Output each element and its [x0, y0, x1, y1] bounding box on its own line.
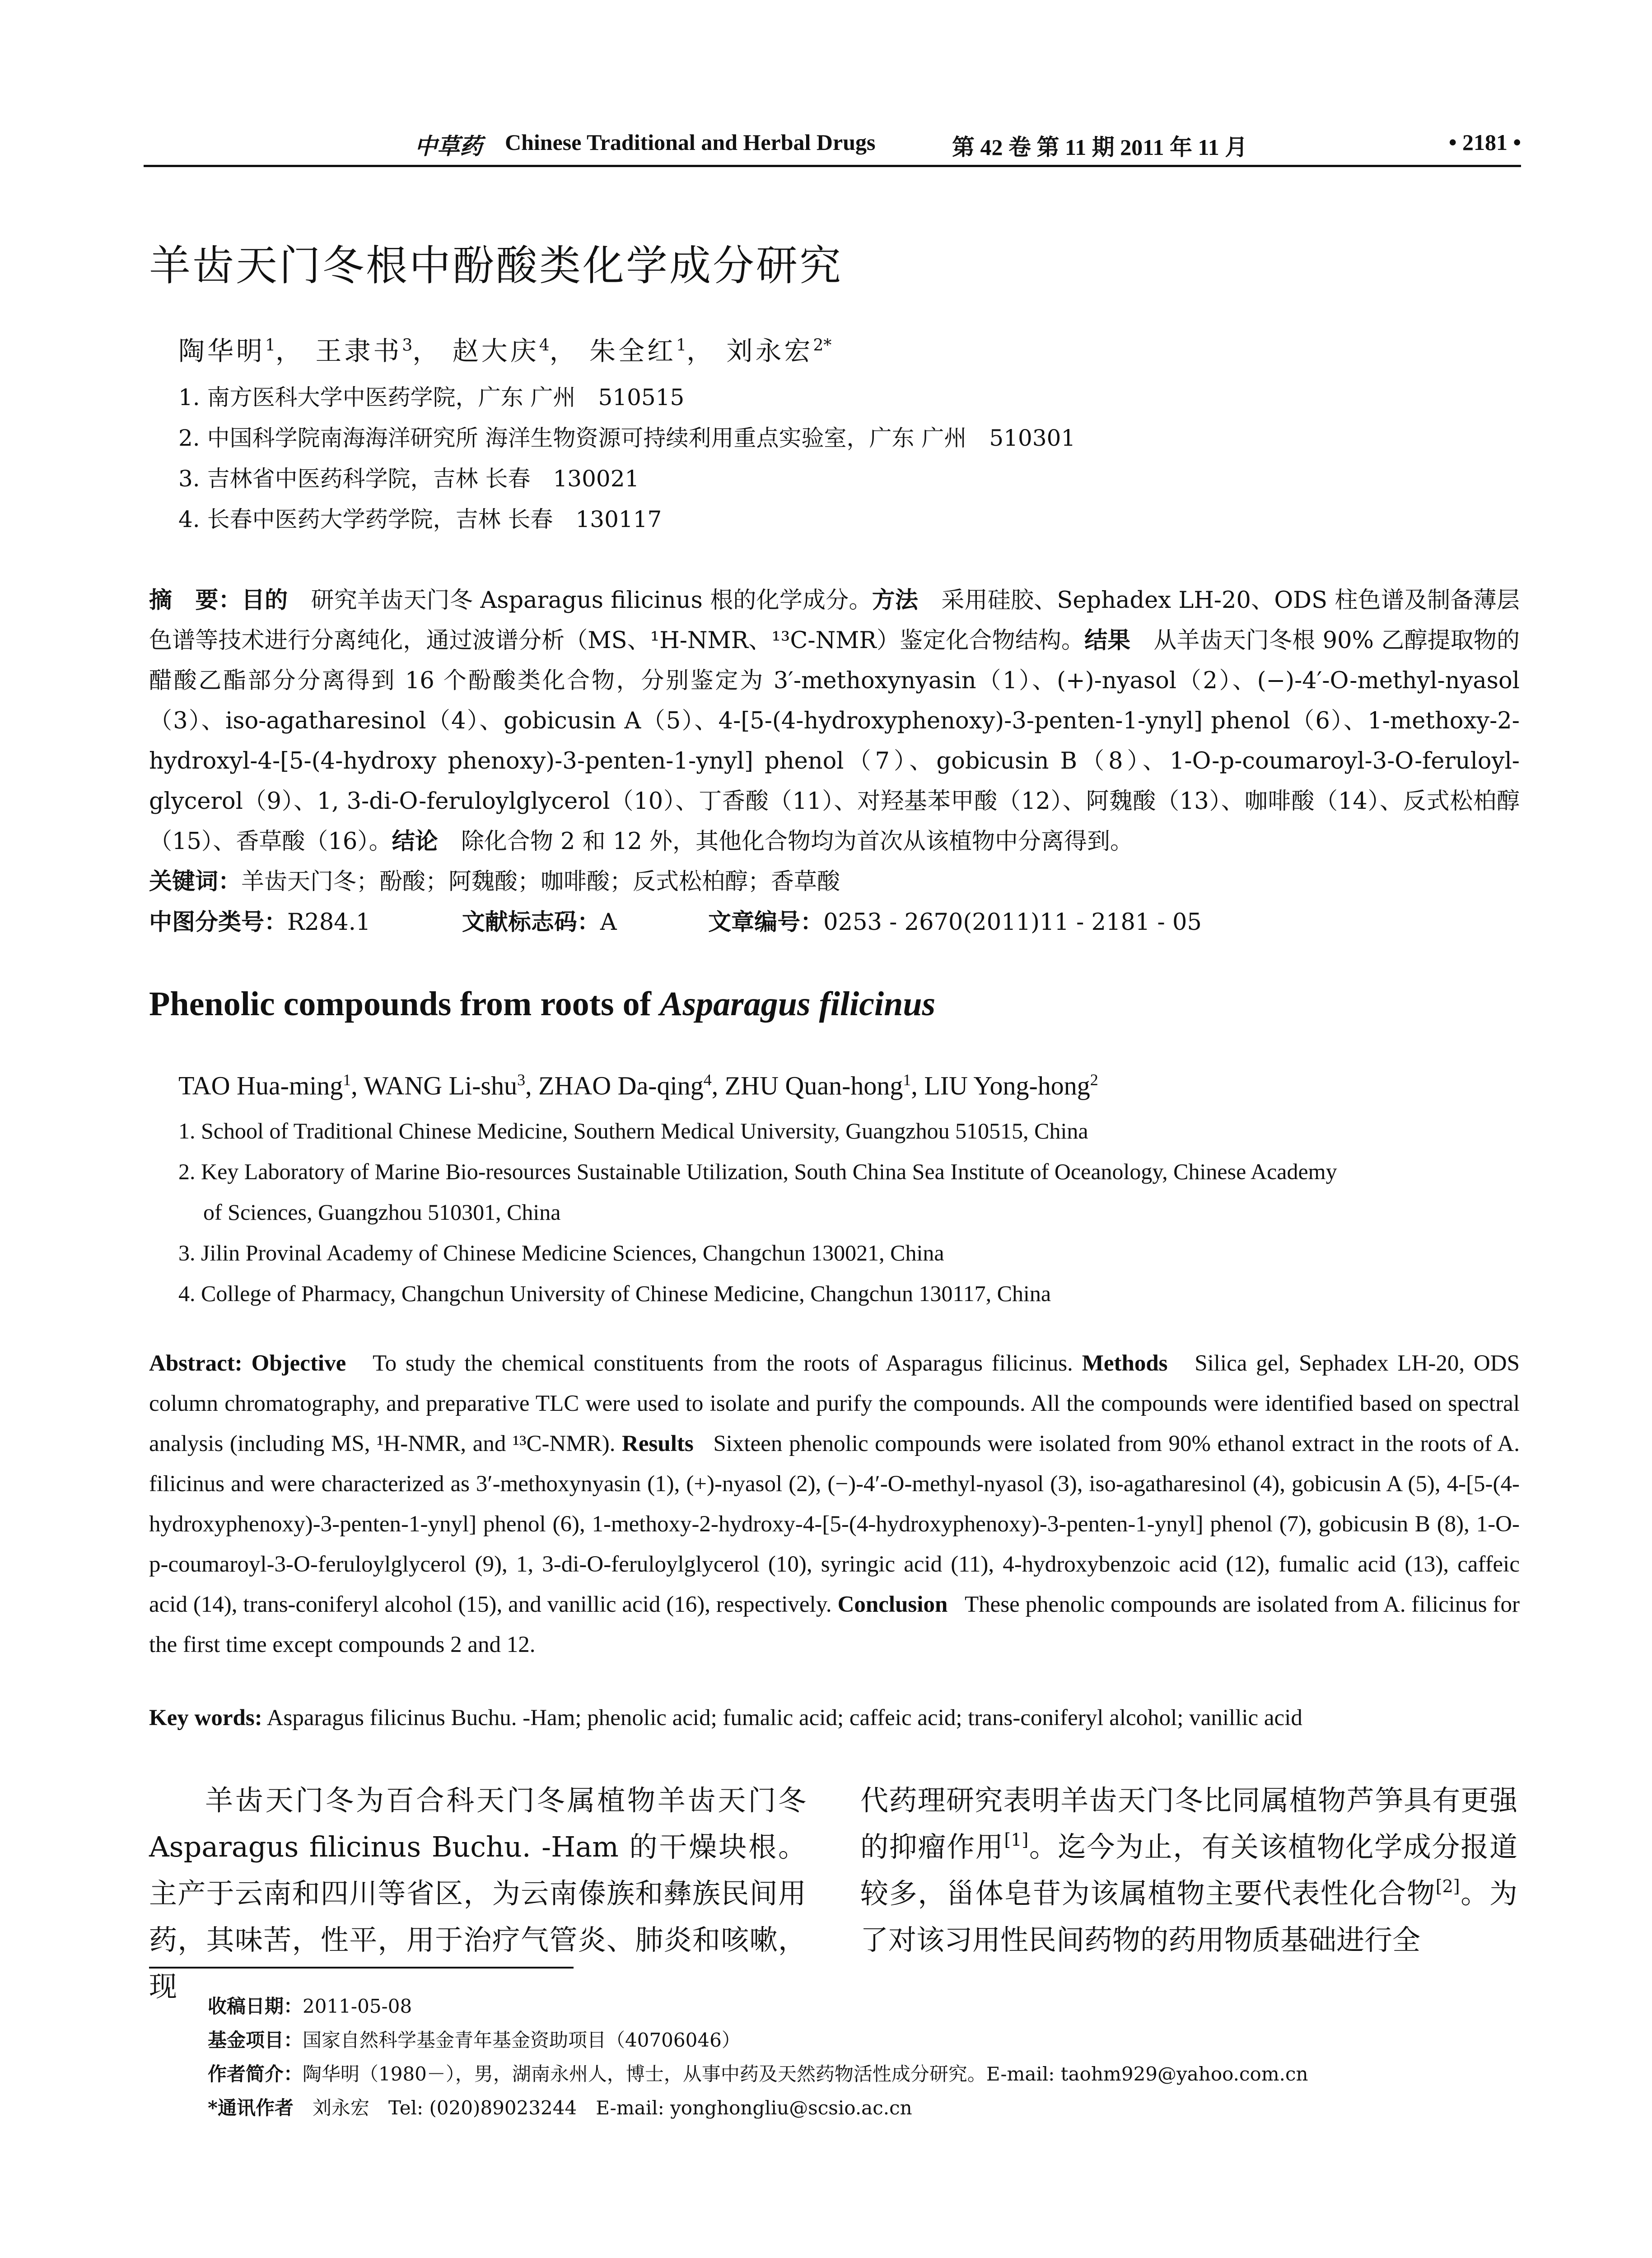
page-number: • 2181 •: [1448, 130, 1521, 155]
journal-name-cn: 中草药: [415, 133, 482, 159]
citation-ref[interactable]: [2]: [1435, 1876, 1460, 1896]
author-cn: 王隶书: [315, 336, 402, 366]
keywords-en: Key words: Asparagus filicinus Buchu. -Ham; phenolic acid; fumalic acid; caffeic acid; trans-coniferyl alcohol; vanillic acid: [149, 1705, 1302, 1731]
author-cn: 赵大庆: [452, 336, 539, 366]
footnote-author-bio: 作者简介：陶华明（1980－），男，湖南永州人，博士，从事中药及天然药物活性成分研究。E-mail: taohm929@yahoo.com.cn: [208, 2063, 1308, 2085]
abstract-cn: 摘 要：目的 研究羊齿天门冬 Asparagus filicinus 根的化学成分。方法 采用硅胶、Sephadex LH-20、ODS 柱色谱及制备薄层色谱等技术进行分离纯化，通过波谱分析（MS、¹H-NMR、¹³C-NMR）鉴定化合物结构。结果 从羊齿天门冬根 90% 乙醇提取物的醋酸乙酯部分分离得到 16 个酚酸类化合物，分别鉴定为 3′-methoxynyasin（1）、(+)-nyasol（2）、(−)-4′-O-methyl-nyasol（3）、iso-agatharesinol（4）、gobicusin A（5）、4-[5-(4-hydroxyphenoxy)-3-penten-1-ynyl] phenol（6）、1-methoxy-2-hydroxyl-4-[5-(4-hydroxy phenoxy)-3-penten-1-ynyl] phenol（7）、gobicusin B（8）、1-O-p-coumaroyl-3-O-feruloyl-glycerol（9）、1, 3-di-O-feruloylglycerol（10）、丁香酸（11）、对羟基苯甲酸（12）、阿魏酸（13）、咖啡酸（14）、反式松柏醇（15）、香草酸（16）。结论 除化合物 2 和 12 外，其他化合物均为首次从该植物中分离得到。: [149, 587, 1520, 855]
affiliation-cn: 1. 南方医科大学中医药学院，广东 广州 510515: [178, 384, 685, 411]
issue-info: 第 42 卷 第 11 期 2011 年 11 月: [952, 135, 1248, 160]
classification-line: 中图分类号：R284.1 文献标志码：A 文章编号：0253 - 2670(2011)11 - 2181 - 05: [149, 909, 1202, 936]
affiliation-en: 1. School of Traditional Chinese Medicine, Southern Medical University, Guangzhou 510515, China: [178, 1118, 1088, 1143]
footnote-received: 收稿日期：2011-05-08: [208, 1995, 412, 2017]
title-cn: 羊齿天门冬根中酚酸类化学成分研究: [149, 242, 843, 290]
abstract-en: Abstract: Objective To study the chemical constituents from the roots of Asparagus filicinus. Methods Silica gel, Sephadex LH-20, ODS column chromatography, and preparative TLC were used to isolate and purify the compounds. All the compounds were identified based on spectral analysis (including MS, ¹H-NMR, and ¹³C-NMR). Results Sixteen phenolic compounds were isolated from 90% ethanol extract in the roots of A. filicinus and were characterized as 3′-methoxynyasin (1), (+)-nyasol (2), (−)-4′-O-methyl-nyasol (3), iso-agatharesinol (4), gobicusin A (5), 4-[5-(4-hydroxyphenoxy)-3-penten-1-ynyl] phenol (6), 1-methoxy-2-hydroxy-4-[5-(4-hydroxyphenoxy)-3-penten-1-ynyl] phenol (7), gobicusin B (8), 1-O-p-coumaroyl-3-O-feruloylglycerol (9), 1, 3-di-O-feruloylglycerol (10), syringic acid (11), 4-hydroxybenzoic acid (12), fumalic acid (13), caffeic acid (14), trans-coniferyl alcohol (15), and vanillic acid (16), respectively. Conclusion These phenolic compounds are isolated from A. filicinus for the first time except compounds 2 and 12.: [149, 1351, 1520, 1657]
body-column-left: 羊齿天门冬为百合科天门冬属植物羊齿天门冬 Asparagus filicinus Buchu. -Ham 的干燥块根。主产于云南和四川等省区，为云南傣族和彝族民间用药，其味苦，性平，用于治疗气管炎、肺炎和咳嗽，现: [149, 1784, 806, 2003]
footnote-corresponding: *通讯作者 刘永宏 Tel: (020)89023244 E-mail: yonghongliu@scsio.ac.cn: [208, 2097, 912, 2119]
body-column-right: 代药理研究表明羊齿天门冬比同属植物芦笋具有更强的抑瘤作用[1]。迄今为止，有关该植物化学成分报道较多，甾体皂苷为该属植物主要代表性化合物[2]。为了对该习用性民间药物的药用物质基础进行全: [860, 1784, 1517, 1956]
authors-en: TAO Hua-ming$^1$, WANG Li-shu$^3$, ZHAO Da-qing$^4$, ZHU Quan-hong$^1$, LIU Yong-hong$^2$: [178, 1071, 1098, 1101]
author-cn: 陶华明: [178, 336, 266, 366]
running-header: [144, 126, 1521, 163]
affiliation-en: 3. Jilin Provinal Academy of Chinese Medicine Sciences, Changchun 130021, China: [178, 1240, 944, 1265]
authors-cn: 陶华明$^1$， 王隶书$^3$， 赵大庆$^4$， 朱全红$^1$， 刘永宏$^{2*}$: [178, 336, 832, 366]
affiliation-cn: 4. 长春中医药大学药学院，吉林 长春 130117: [178, 506, 662, 532]
keywords-cn: 关键词：羊齿天门冬；酚酸；阿魏酸；咖啡酸；反式松柏醇；香草酸: [149, 868, 840, 895]
affiliation-cn: 2. 中国科学院南海海洋研究所 海洋生物资源可持续利用重点实验室，广东 广州 510301: [178, 425, 1076, 451]
abstract-cn-label: 摘 要：: [149, 587, 242, 614]
affiliation-cn: 3. 吉林省中医药科学院，吉林 长春 130021: [178, 466, 639, 492]
affiliation-en: 2. Key Laboratory of Marine Bio-resources Sustainable Utilization, South China Sea Institute of Oceanology, Chinese Academy: [178, 1159, 1337, 1184]
citation-ref[interactable]: [1]: [1004, 1830, 1029, 1850]
footnote-rule: [149, 1967, 574, 1969]
header-rule: [144, 165, 1521, 167]
journal-name-en: Chinese Traditional and Herbal Drugs: [505, 130, 876, 155]
author-cn: 朱全红: [589, 336, 677, 366]
title-en: Phenolic compounds from roots of Asparagus filicinus: [149, 985, 936, 1023]
affiliation-en: 4. College of Pharmacy, Changchun University of Chinese Medicine, Changchun 130117, China: [178, 1281, 1051, 1306]
footnote-funding: 基金项目：国家自然科学基金青年基金资助项目（40706046）: [208, 2029, 741, 2051]
abstract-en-label: Abstract:: [149, 1351, 243, 1376]
affiliation-en: of Sciences, Guangzhou 510301, China: [203, 1199, 561, 1225]
author-cn: 刘永宏: [726, 336, 813, 366]
